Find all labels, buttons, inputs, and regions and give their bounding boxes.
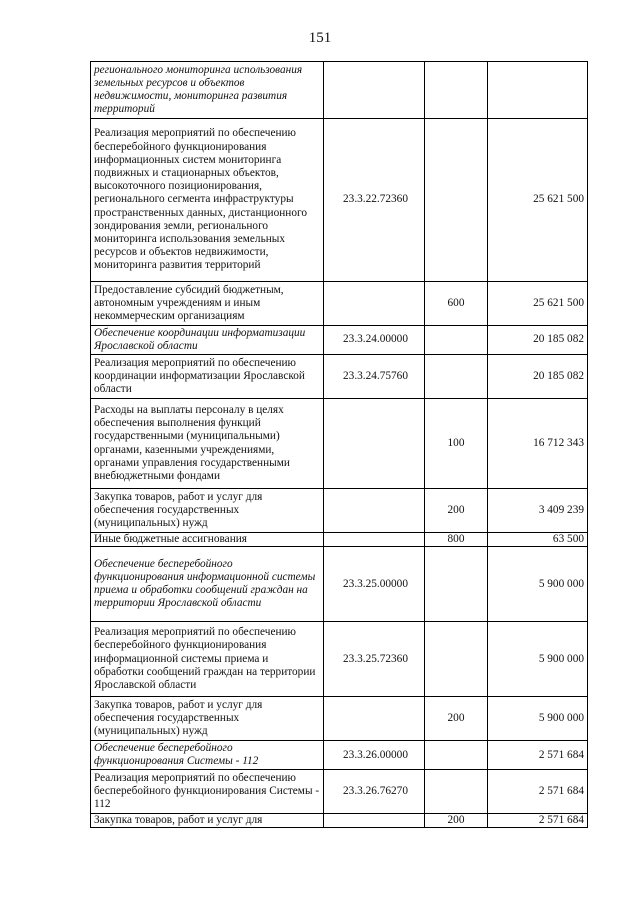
row-amount: 5 900 000: [488, 622, 588, 697]
row-expense-type: [425, 62, 488, 119]
row-amount: 2 571 684: [488, 770, 588, 814]
row-target-code: [324, 533, 425, 547]
row-amount: 25 621 500: [488, 282, 588, 326]
row-amount: 3 409 239: [488, 489, 588, 533]
row-description: Обеспечение бесперебойного функционирования Системы - 112: [91, 741, 324, 770]
table-row: [91, 282, 588, 326]
row-amount: 5 900 000: [488, 547, 588, 622]
row-amount: 2 571 684: [488, 814, 588, 828]
row-description: Реализация мероприятий по обеспечению координации информатизации Ярославской области: [91, 355, 324, 399]
row-expense-type: 200: [425, 697, 488, 741]
row-expense-type: 800: [425, 533, 488, 547]
row-expense-type: [425, 355, 488, 399]
row-amount: 16 712 343: [488, 399, 588, 489]
row-expense-type: [425, 547, 488, 622]
row-target-code: 23.3.26.76270: [324, 770, 425, 814]
row-expense-type: [425, 741, 488, 770]
table-row: [91, 326, 588, 355]
row-description: Закупка товаров, работ и услуг для обеспечения государственных (муниципальных) нужд: [91, 489, 324, 533]
table-row: [91, 399, 588, 489]
row-description: Реализация мероприятий по обеспечению бесперебойного функционирования Системы - 112: [91, 770, 324, 814]
row-description: Реализация мероприятий по обеспечению бесперебойного функционирования информационных систем мониторинга подвижных и стационарных объектов, высокоточного позиционирования, регионального сегмента инфраструктуры пространственных данных, дистанционного зондирования земли, регионального мониторинга использования земельных ресурсов и объектов недвижимости, мониторинга развития территорий: [91, 119, 324, 282]
budget-table: [90, 61, 588, 828]
table-row: [91, 355, 588, 399]
row-amount: 63 500: [488, 533, 588, 547]
table-row: [91, 770, 588, 814]
row-amount: [488, 62, 588, 119]
table-row: [91, 62, 588, 119]
row-expense-type: [425, 119, 488, 282]
row-target-code: 23.3.26.00000: [324, 741, 425, 770]
row-target-code: [324, 62, 425, 119]
row-amount: 25 621 500: [488, 119, 588, 282]
row-target-code: [324, 399, 425, 489]
row-amount: 20 185 082: [488, 326, 588, 355]
row-target-code: [324, 489, 425, 533]
row-description: Иные бюджетные ассигнования: [91, 533, 324, 547]
row-expense-type: [425, 622, 488, 697]
row-target-code: 23.3.25.00000: [324, 547, 425, 622]
row-description: Закупка товаров, работ и услуг для: [91, 814, 324, 828]
table-row: [91, 622, 588, 697]
row-amount: 5 900 000: [488, 697, 588, 741]
table-row: [91, 814, 588, 828]
table-row: [91, 119, 588, 282]
row-description: Реализация мероприятий по обеспечению бесперебойного функционирования информационной системы приема и обработки сообщений граждан на территории Ярославской области: [91, 622, 324, 697]
row-description: Обеспечение бесперебойного функционирования информационной системы приема и обработки сообщений граждан на территории Ярославской области: [91, 547, 324, 622]
row-target-code: 23.3.24.00000: [324, 326, 425, 355]
row-description: Закупка товаров, работ и услуг для обеспечения государственных (муниципальных) нужд: [91, 697, 324, 741]
table-row: [91, 741, 588, 770]
row-target-code: 23.3.24.75760: [324, 355, 425, 399]
row-target-code: [324, 282, 425, 326]
row-description: Обеспечение координации информатизации Ярославской области: [91, 326, 324, 355]
table-row: [91, 547, 588, 622]
row-target-code: [324, 814, 425, 828]
table-row: [91, 697, 588, 741]
row-expense-type: 200: [425, 814, 488, 828]
row-amount: 2 571 684: [488, 741, 588, 770]
row-target-code: 23.3.22.72360: [324, 119, 425, 282]
table-row: [91, 489, 588, 533]
row-expense-type: [425, 326, 488, 355]
page-number: 151: [308, 30, 332, 46]
row-description: Предоставление субсидий бюджетным, автономным учреждениям и иным некоммерческим организациям: [91, 282, 324, 326]
row-expense-type: 600: [425, 282, 488, 326]
row-target-code: 23.3.25.72360: [324, 622, 425, 697]
row-expense-type: 100: [425, 399, 488, 489]
row-description: Расходы на выплаты персоналу в целях обеспечения выполнения функций государственными (муниципальными) органами, казенными учреждениями, органами управления государственными внебюджетными фондами: [91, 399, 324, 489]
row-target-code: [324, 697, 425, 741]
row-expense-type: [425, 770, 488, 814]
row-amount: 20 185 082: [488, 355, 588, 399]
table-row: [91, 533, 588, 547]
row-expense-type: 200: [425, 489, 488, 533]
row-description: регионального мониторинга использования земельных ресурсов и объектов недвижимости, мониторинга развития территорий: [91, 62, 324, 119]
